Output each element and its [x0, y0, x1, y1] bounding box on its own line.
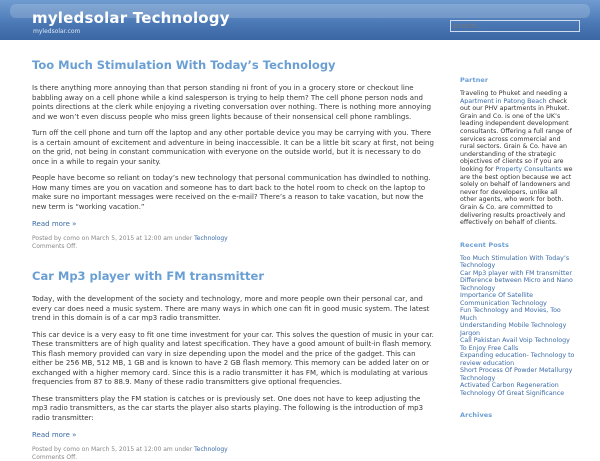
list-item	[460, 352, 575, 367]
meta-author: como	[63, 446, 80, 453]
post-meta	[32, 235, 437, 250]
post	[32, 269, 437, 461]
recent-post-link[interactable]: Importance Of Satellite Communication Technology	[460, 292, 547, 307]
recent-post-link[interactable]: Difference between Micro and Nano Technology	[460, 277, 573, 292]
post-paragraph: These transmitters play the FM station is catches or is previously set. One does not have to keep adjusting the mp3 radio transmitters, as the car starts the player also starts playing. The following is the introduction of mp3 radio transmitter:	[32, 394, 424, 422]
post-paragraph: Is there anything more annoying than that person standing ni front of you in a grocery store or checkout line babbling away on a cell phone while a kind salesperson is trying to help them? The cell phone person nods and points directions at the clerk while enjoying a riveting conversation over nothing. There is nothing more annoying and we won’t even discuss people who miss green lights because of their nonsensical cell phone ramblings.	[32, 84, 432, 121]
archives-widget	[460, 411, 575, 419]
recent-post-link[interactable]: Call Pakistan Avail Voip Technology To Enjoy Free Calls	[460, 337, 570, 352]
site-header	[0, 0, 600, 40]
list-item	[460, 382, 575, 397]
search-input[interactable]	[450, 20, 580, 32]
site-title[interactable]: myledsolar Technology	[32, 9, 230, 27]
widget-title: Partner	[460, 76, 489, 84]
meta-prefix: Posted by	[32, 446, 62, 453]
list-item	[460, 367, 575, 382]
partner-text	[460, 90, 575, 227]
meta-prefix: Posted by	[32, 235, 62, 242]
widget-title: Archives	[460, 411, 493, 420]
post-paragraph: Turn off the cell phone and turn off the laptop and any other portable device you may be carrying with you. There is a certain amount of excitement and adventure in being inaccessible. It can be a little bit scary at first, not being on the grid, not being in constant communication with everyone on the outside world, but it is necessary to do once in a while to regain your sanity.	[32, 129, 434, 166]
widget-title: Recent Posts	[460, 240, 509, 249]
recent-post-link[interactable]: Activated Carbon Regeneration Technology Of Great Significance	[460, 382, 565, 397]
read-more-link[interactable]: Read more »	[32, 431, 77, 439]
post-paragraph: Today, with the development of the society and technology, more and more people own their personal car, and every car does need a music system. There are many ways in which one can fit in good music system. The latest trend in this domain is of a car mp3 radio transmitter.	[32, 295, 430, 322]
sidebar	[460, 76, 575, 425]
post-title[interactable]: Too Much Stimulation With Today’s Technology	[32, 58, 336, 72]
post	[32, 58, 437, 250]
partner-text-2: check out our PHV apartments in Phuket.	[460, 97, 570, 113]
recent-post-link[interactable]: Expanding education- Technology to review education	[460, 352, 575, 367]
recent-post-link[interactable]: Short Process Of Powder Metallurgy Technology	[460, 367, 573, 382]
site-description: myledsolar.com	[33, 28, 81, 35]
post-meta	[32, 446, 437, 461]
list-item	[460, 270, 575, 278]
recent-post-link[interactable]: Understanding Mobile Technology Jargon	[460, 322, 567, 337]
partner-text-3: Grain and Co. is one of the UK’s leading independent development consultants. Offering a full range of services across commercial and rural sectors. Grain & Co. have an understanding of the strategic objectives of clients so if you are looking for	[460, 112, 572, 173]
recent-post-link[interactable]: Too Much Stimulation With Today’s Technology	[460, 254, 570, 270]
recent-posts-list	[460, 255, 575, 398]
post-paragraph: This car device is a very easy to fit one time investment for your car. This solves the question of music in your car. These transmitters are of high quality and latest specification. They have a good amount of built-in flash memory. This flash memory provided can vary in size depending upon the model and the price of the gadget. This can either be 256 MB, 512 MB, 1 GB and is known to have 2 GB flash memory. This memory can be added later on or exchanged with a higher memory card. Since this is a radio transmitter it has FM, which is modulating at various frequencies from 87 to 88.9. Many of these radio transmitters give optional frequencies.	[32, 330, 434, 386]
meta-comments: Comments Off.	[32, 242, 78, 250]
property-consultants-link[interactable]: Property Consultants	[495, 165, 562, 173]
list-item	[460, 337, 575, 352]
meta-comments: Comments Off.	[32, 453, 78, 461]
list-item	[460, 322, 575, 337]
list-item	[460, 292, 575, 307]
list-item	[460, 277, 575, 292]
meta-category-link[interactable]: Technology	[194, 235, 228, 242]
meta-date: on March 5, 2015 at 12:00 am under	[81, 235, 193, 242]
recent-post-link[interactable]: Car Mp3 player with FM transmitter	[460, 269, 572, 277]
partner-text-1: Traveling to Phuket and needing a	[460, 90, 568, 97]
read-more-link[interactable]: Read more »	[32, 220, 77, 228]
list-item	[460, 255, 575, 270]
list-item	[460, 307, 575, 322]
post-title[interactable]: Car Mp3 player with FM transmitter	[32, 269, 265, 283]
recent-post-link[interactable]: Fun Technology and Movies, Too Much	[460, 307, 561, 322]
partner-widget	[460, 76, 575, 227]
meta-author: como	[63, 235, 80, 242]
post-paragraph: People have become so reliant on today’s new technology that personal communication has dwindled to nothing. How many times are you on vacation and someone has to dart back to the hotel room to check on the laptop to make sure no important messages were received on the e-mail? There’s a reason to take vacation, but now the new term is “working vacation.”	[32, 174, 431, 211]
meta-category-link[interactable]: Technology	[194, 446, 228, 453]
recent-posts-widget	[460, 241, 575, 398]
apartment-link[interactable]: Apartment in Patong Beach	[460, 97, 547, 105]
content-area	[32, 58, 437, 461]
meta-date: on March 5, 2015 at 12:00 am under	[81, 446, 193, 453]
partner-text-4: we are the best option because we act solely on behalf of landowners and never for developers, unlike all other agents, who work for both. Grain & Co. are committed to delivering results proactively and effectively on behalf of clients.	[460, 165, 573, 227]
